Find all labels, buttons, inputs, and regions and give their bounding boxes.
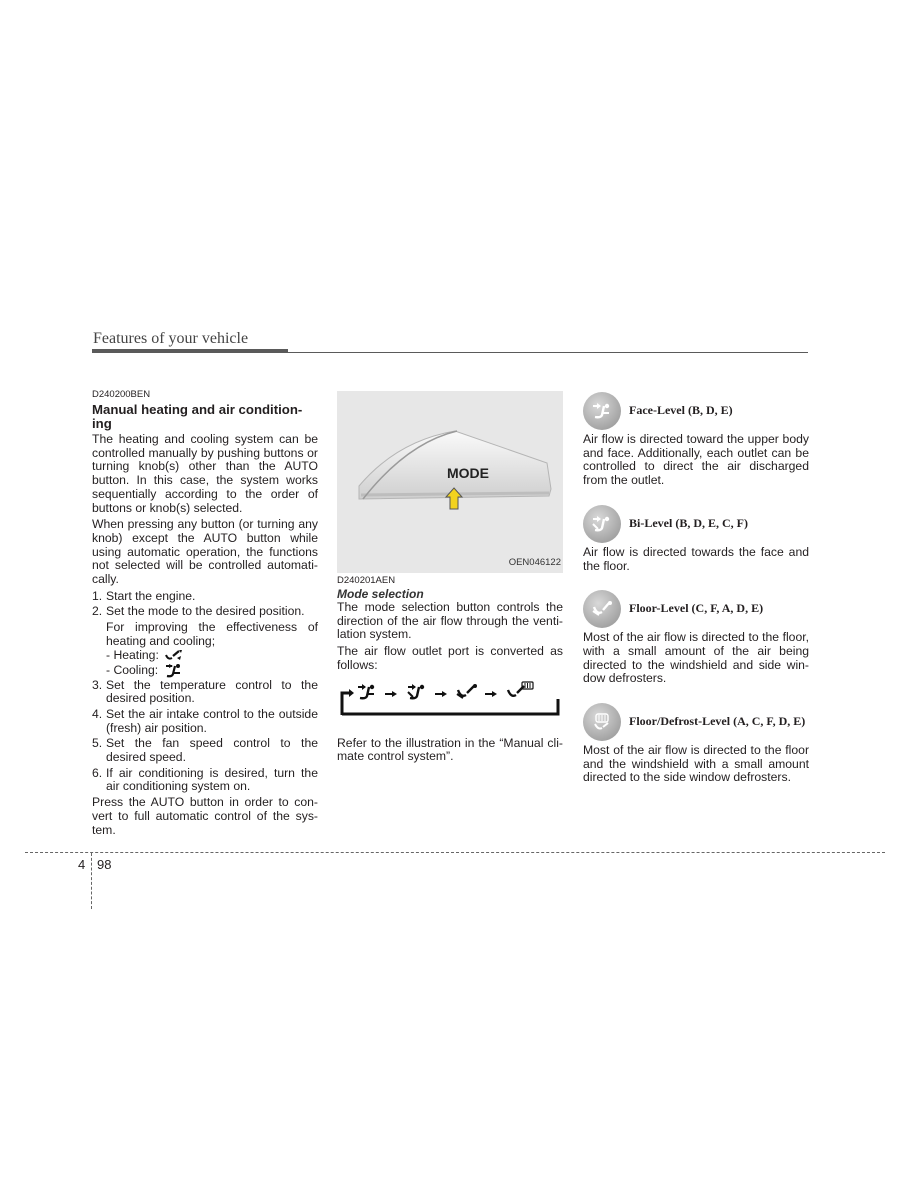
mode-button-illustration <box>337 391 563 573</box>
step-text: Set the mode to the desired position. <box>106 604 305 619</box>
step-number: 2. <box>92 604 103 619</box>
column-mode-selection <box>337 391 563 767</box>
paragraph: The heating and cooling system can be controlled manually by pushing buttons or turning knob(s) other than the AUTO button. In this case, the system works sequentially according to the order of buttons or knob(s) selected. <box>92 432 318 515</box>
chapter-number: 4 <box>78 857 86 872</box>
footer-vertical-rule <box>91 853 92 909</box>
step-text: Set the fan speed control to the desired speed. <box>106 736 318 765</box>
figure-code: OEN046122 <box>508 557 561 569</box>
list-item <box>92 737 318 764</box>
floor-level-icon <box>583 590 621 628</box>
mode-description: Air flow is directed towards the face and the floor. <box>583 544 809 573</box>
floor-level-icon <box>457 684 477 698</box>
page-number: 98 <box>97 857 112 872</box>
cooling-label: - Cooling: <box>106 663 159 678</box>
mode-cycle-diagram <box>337 681 563 721</box>
step-text: Set the temperature control to the desired position. <box>106 677 318 706</box>
mode-face-level <box>583 391 809 488</box>
steps-list <box>92 590 318 794</box>
step-text: Start the engine. <box>106 588 196 603</box>
column-manual-heating <box>92 389 318 840</box>
face-level-icon <box>358 684 374 698</box>
paragraph: Press the AUTO button in order to con-vert to full automatic control of the sys-tem. <box>92 795 318 837</box>
step-number: 6. <box>92 765 103 780</box>
floor-defrost-level-icon <box>583 703 621 741</box>
step-text: If air conditioning is desired, turn the air conditioning system on. <box>106 765 318 794</box>
mode-title: Face-Level (B, D, E) <box>629 403 733 418</box>
section-code: D240200BEN <box>92 389 151 400</box>
step-number: 1. <box>92 588 103 603</box>
airflow-mode-sequence <box>337 681 563 721</box>
bi-level-icon <box>408 684 424 698</box>
paragraph: When pressing any button (or turning any knob) except the AUTO button while using automatic operation, the functions not selected will be controlled automati-cally. <box>92 517 318 587</box>
mode-title: Bi-Level (B, D, E, C, F) <box>629 515 748 530</box>
step-number: 5. <box>92 736 103 751</box>
list-item <box>92 679 318 706</box>
mode-floor-defrost-level <box>583 702 809 785</box>
floor-defrost-level-icon <box>508 682 533 696</box>
step-number: 4. <box>92 706 103 721</box>
section-heading: Mode selection <box>337 587 424 601</box>
list-item <box>92 605 318 619</box>
mode-title: Floor/Defrost-Level (A, C, F, D, E) <box>629 714 806 729</box>
step-note: For improving the effectiveness of heating and cooling; <box>106 620 318 648</box>
mode-button-label: MODE <box>447 465 489 481</box>
paragraph: Refer to the illustration in the “Manual cli-mate control system”. <box>337 735 563 764</box>
page-header-title: Features of your vehicle <box>93 330 249 347</box>
list-item <box>92 767 318 794</box>
section-code: D240201AEN <box>337 575 396 586</box>
step-number: 3. <box>92 677 103 692</box>
mode-floor-level <box>583 589 809 686</box>
heating-line <box>92 649 318 664</box>
mode-title: Floor-Level (C, F, A, D, E) <box>629 601 764 616</box>
step-text: Set the air intake control to the outside (fresh) air position. <box>106 706 318 735</box>
column-airflow-modes <box>583 391 809 801</box>
paragraph: The mode selection button controls the direction of the air flow through the venti-lation system. <box>337 600 563 642</box>
paragraph: The air flow outlet port is converted as follows: <box>337 644 563 672</box>
mode-button-drawing <box>337 391 563 573</box>
bi-level-icon <box>583 505 621 543</box>
header-rule-thick <box>92 349 288 353</box>
floor-level-icon <box>164 649 184 663</box>
face-level-icon <box>583 392 621 430</box>
header-rule-thin <box>288 352 808 353</box>
cooling-line <box>92 664 318 679</box>
mode-description: Air flow is directed toward the upper body and face. Additionally, each outlet can be controlled to direct the air discharged from the outlet. <box>583 432 809 488</box>
list-item <box>92 590 318 604</box>
mode-description: Most of the air flow is directed to the floor and the windshield with a small amount directed to the side window defrosters. <box>583 743 809 785</box>
footer-rule <box>25 852 885 853</box>
mode-bi-level <box>583 504 809 573</box>
heating-label: - Heating: <box>106 648 159 663</box>
list-item <box>92 708 318 735</box>
mode-description: Most of the air flow is directed to the floor, with a small amount of the air being directed to the windshield and side win-dow defrosters. <box>583 630 809 686</box>
section-heading: Manual heating and air condition-ing <box>92 402 303 431</box>
